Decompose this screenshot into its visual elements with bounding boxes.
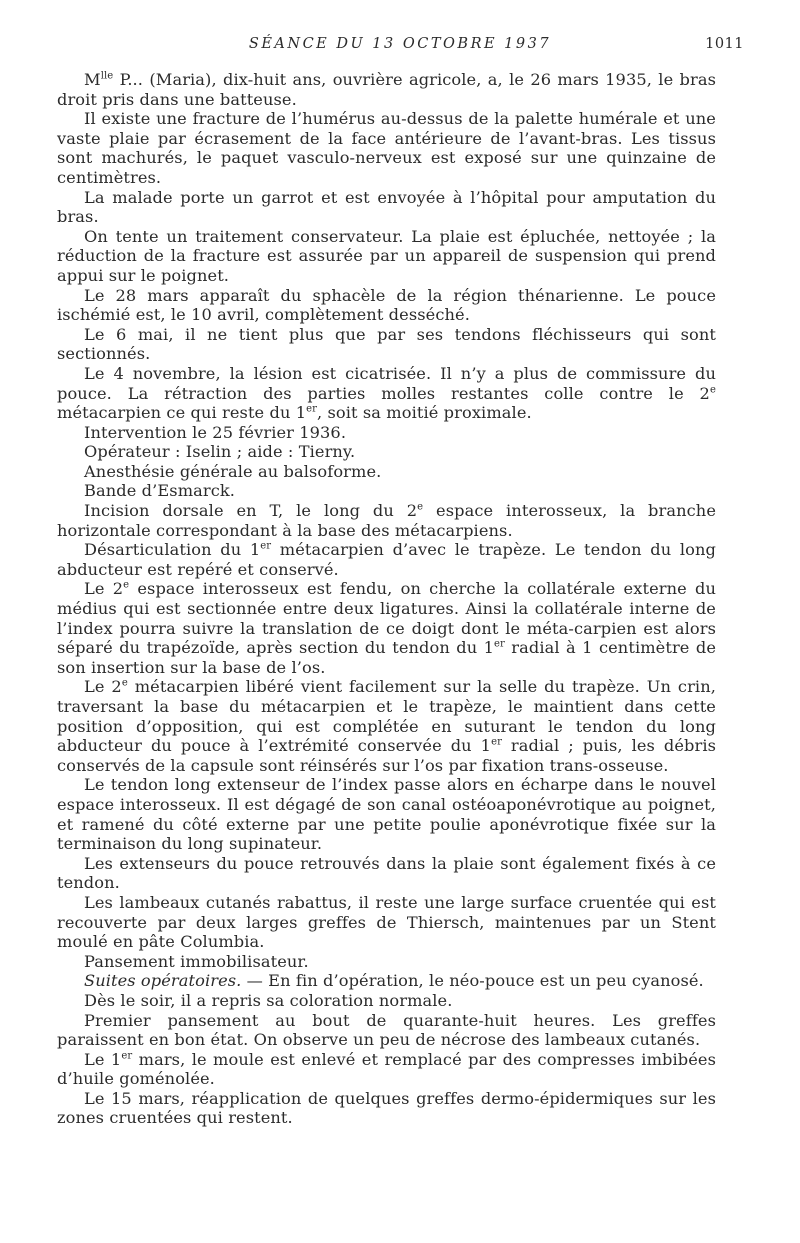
page-number: 1011 <box>705 36 744 52</box>
paragraph: Suites opératoires. — En fin d’opération, le néo-pouce est un peu cyanosé. <box>84 971 704 991</box>
paragraph: Le tendon long extenseur de l’index passe alors en écharpe dans le nouvel espace interosseux. Il est dégagé de son canal ostéoaponévrotique au poignet, et ramené du côté externe par une petite poulie aponévrotique fixée sur la terminaison du long supinateur. <box>57 775 716 854</box>
paragraph: Le 28 mars apparaît du sphacèle de la région thénarienne. Le pouce ischémié est, le 10 avril, complètement desséché. <box>57 285 716 325</box>
paragraph: Il existe une fracture de l’humérus au-dessus de la palette humérale et une vaste plaie par écrasement de la face antérieure de l’avant-bras. Les tissus sont machurés, le paquet vasculo-nerveux est exposé sur une quinzaine de centimètres. <box>57 109 716 187</box>
paragraph: Bande d’Esmarck. <box>84 481 236 501</box>
paragraph: Incision dorsale en T, le long du 2e espace interosseux, la branche horizontale correspondant à la base des métacarpiens. <box>57 501 716 540</box>
paragraph: Dès le soir, il a repris sa coloration normale. <box>84 990 453 1010</box>
paragraph: Opérateur : Iselin ; aide : Tierny. <box>84 442 356 462</box>
paragraph: Le 1er mars, le moule est enlevé et remplacé par des compresses imbibées d’huile goménolée. <box>57 1049 716 1089</box>
article-body <box>57 70 716 1128</box>
paragraph: Le 6 mai, il ne tient plus que par ses tendons fléchisseurs qui sont sectionnés. <box>57 324 716 364</box>
page-header <box>0 36 800 58</box>
paragraph: Anesthésie générale au balsoforme. <box>84 461 382 481</box>
paragraph: Premier pansement au bout de quarante-huit heures. Les greffes paraissent en bon état. On observe un peu de nécrose des lambeaux cutanés. <box>57 1010 716 1050</box>
paragraph: On tente un traitement conservateur. La plaie est épluchée, nettoyée ; la réduction de la fracture est assurée par un appareil de suspension qui prend appui sur le poignet. <box>57 226 716 285</box>
paragraph: La malade porte un garrot et est envoyée à l’hôpital pour amputation du bras. <box>57 187 716 227</box>
paragraph: Le 4 novembre, la lésion est cicatrisée. Il n’y a plus de commissure du pouce. La rétraction des parties molles restantes colle contre le 2e métacarpien ce qui reste du 1er, soit sa moitié proximale. <box>57 363 716 423</box>
running-title: SÉANCE DU 13 OCTOBRE 1937 <box>248 36 552 52</box>
paragraph: Désarticulation du 1er métacarpien d’avec le trapèze. Le tendon du long abducteur est repéré et conservé. <box>57 540 716 579</box>
paragraph: Les lambeaux cutanés rabattus, il reste une large surface cruentée qui est recouverte par deux larges greffes de Thiersch, maintenues par un Stent moulé en pâte Columbia. <box>57 892 716 952</box>
paragraph: $M^{lle}$ P... (Maria), dix-huit ans, ouvrière agricole, a, le 26 mars 1935, le bras droit pris dans une batteuse. <box>57 70 716 109</box>
paragraph: Le 2e métacarpien libéré vient facilement sur la selle du trapèze. Un crin, traversant la base du métacarpien et le trapèze, le maintient dans cette position d’opposition, qui est complétée en suturant le tendon du long abducteur du pouce à l’extrémité conservée du 1er radial ; puis, les débris conservés de la capsule sont réinsérés sur l’os par fixation trans-osseuse. <box>57 677 717 775</box>
paragraph: Les extenseurs du pouce retrouvés dans la plaie sont également fixés à ce tendon. <box>57 853 716 893</box>
paragraph: Le 15 mars, réapplication de quelques greffes dermo-épidermiques sur les zones cruentées qui restent. <box>57 1088 716 1128</box>
paragraph: Le 2e espace interosseux est fendu, on cherche la collatérale externe du médius qui est sectionnée entre deux ligatures. Ainsi la collatérale interne de l’index pourra suivre la translation de ce doigt dont le méta-carpien est alors séparé du trapézoïde, après section du tendon du 1er radial à 1 centimètre de son insertion sur la base de l’os. <box>57 579 716 677</box>
paragraph: Pansement immobilisateur. <box>84 951 309 971</box>
paragraph: Intervention le 25 février 1936. <box>84 422 347 442</box>
